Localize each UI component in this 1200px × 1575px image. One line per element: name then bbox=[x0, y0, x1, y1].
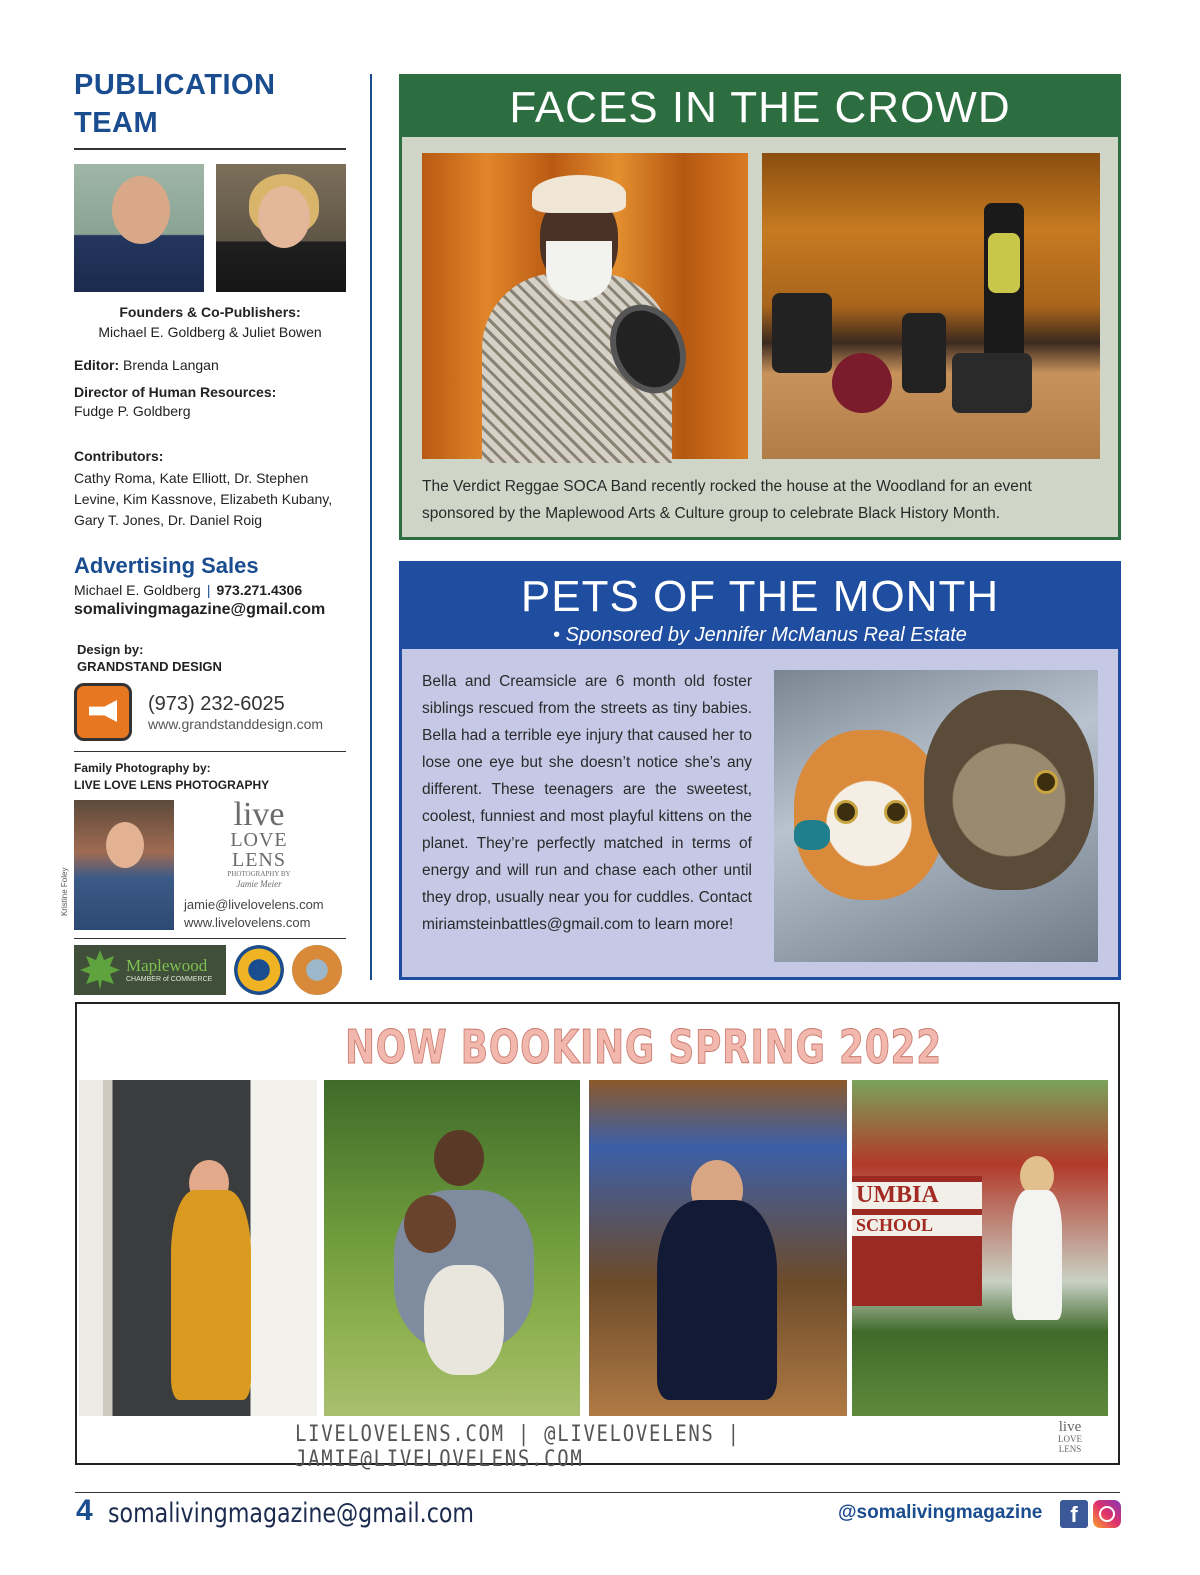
maple-sub: CHAMBER of COMMERCE bbox=[126, 975, 213, 983]
founders-photos bbox=[74, 164, 346, 292]
founders-names: Michael E. Goldberg & Juliet Bowen bbox=[98, 324, 322, 340]
publication-team-title: PUBLICATION TEAM bbox=[74, 69, 276, 139]
photo-credit: Kristine Foley bbox=[60, 867, 69, 916]
divider bbox=[74, 751, 346, 752]
mini-logo-lens: LENS bbox=[1058, 1444, 1082, 1454]
faces-title: FACES IN THE CROWD bbox=[402, 77, 1118, 137]
logo-signature: Jamie Meier bbox=[236, 879, 282, 889]
grandstand-block bbox=[74, 683, 346, 741]
logo-lens: LENS bbox=[232, 849, 286, 871]
logo-sub: PHOTOGRAPHY BY bbox=[227, 870, 291, 878]
editor-label: Editor: bbox=[74, 357, 120, 373]
publication-team-column bbox=[60, 66, 346, 995]
pets-sponsor: • Sponsored by Jennifer McManus Real Estate bbox=[553, 624, 967, 646]
kitten-bella bbox=[924, 690, 1094, 890]
megaphone-icon bbox=[74, 683, 132, 741]
ad-mini-logo bbox=[1053, 1420, 1087, 1454]
faces-photo-band bbox=[762, 153, 1100, 459]
maplewood-chamber-logo bbox=[74, 945, 226, 995]
advertising-email[interactable]: somalivingmagazine@gmail.com bbox=[74, 601, 326, 618]
contributors-label: Contributors: bbox=[74, 448, 164, 464]
live-love-lens-logo bbox=[224, 796, 294, 889]
maple-title: Maplewood bbox=[126, 955, 208, 975]
divider bbox=[74, 938, 346, 939]
editor-line bbox=[74, 356, 346, 375]
footer-divider bbox=[75, 1492, 1120, 1493]
ad-headline: NOW BOOKING SPRING 2022 bbox=[345, 1020, 942, 1074]
pets-photo-kittens bbox=[774, 670, 1098, 962]
founder-photo-juliet bbox=[216, 164, 346, 292]
pets-header bbox=[402, 564, 1118, 649]
hr-label: Director of Human Resources: bbox=[74, 384, 277, 400]
title-divider bbox=[74, 148, 346, 150]
photography-label: Family Photography by: bbox=[74, 761, 211, 775]
ad-photo-family bbox=[324, 1080, 580, 1416]
advertising-title: Advertising Sales bbox=[74, 553, 259, 578]
logo-live: live bbox=[233, 796, 285, 833]
maple-leaf-icon bbox=[80, 950, 120, 990]
ad-photo-girl-in-church bbox=[589, 1080, 847, 1416]
rotary-seal-icon bbox=[234, 945, 284, 995]
pets-of-the-month-panel bbox=[399, 561, 1121, 980]
advertising-name: Michael E. Goldberg bbox=[74, 582, 201, 598]
advertising-phone: 973.271.4306 bbox=[216, 582, 303, 598]
contributors-list bbox=[74, 468, 346, 531]
design-company: GRANDSTAND DESIGN bbox=[77, 659, 222, 674]
ad-photo-woman-yellow-dress bbox=[79, 1080, 317, 1416]
photography-company: LIVE LOVE LENS PHOTOGRAPHY bbox=[74, 778, 270, 792]
partner-logos bbox=[74, 945, 346, 995]
contributors-line: Cathy Roma, Kate Elliott, Dr. Stephen bbox=[74, 470, 309, 486]
contributors-line: Levine, Kim Kassnove, Elizabeth Kubany, bbox=[74, 491, 333, 507]
mini-logo-live: live bbox=[1058, 1419, 1082, 1435]
sign-line1: UMBIA bbox=[852, 1182, 982, 1209]
logo-love: LOVE bbox=[230, 829, 288, 851]
advertising-contact bbox=[74, 582, 346, 598]
column-divider bbox=[370, 74, 372, 980]
kitten-creamsicle bbox=[794, 730, 944, 900]
ad-photo-graduate bbox=[852, 1080, 1108, 1416]
faces-in-the-crowd-panel bbox=[399, 74, 1121, 540]
hr-name: Fudge P. Goldberg bbox=[74, 403, 191, 419]
instagram-icon[interactable] bbox=[1093, 1500, 1121, 1528]
photography-website[interactable]: www.livelovelens.com bbox=[184, 915, 311, 930]
design-credit bbox=[77, 641, 346, 675]
advertising-separator: | bbox=[206, 582, 211, 598]
pets-title: PETS OF THE MONTH bbox=[520, 572, 1000, 621]
ad-footer-contacts[interactable]: LIVELOVELENS.COM | @LIVELOVELENS | JAMIE@LIVELOVELENS.COM bbox=[295, 1422, 741, 1472]
photographer-photo bbox=[74, 800, 174, 930]
community-seal-icon bbox=[292, 945, 342, 995]
live-love-lens-block bbox=[60, 796, 346, 930]
contributors-line: Gary T. Jones, Dr. Daniel Roig bbox=[74, 512, 263, 528]
live-love-lens-ad bbox=[75, 1002, 1120, 1472]
page-number: 4 bbox=[76, 1494, 93, 1527]
faces-photo-drummer bbox=[422, 153, 748, 459]
photography-credit bbox=[74, 760, 346, 794]
design-phone: (973) 232-6025 bbox=[148, 692, 285, 715]
photography-email[interactable]: jamie@livelovelens.com bbox=[184, 897, 324, 912]
collar bbox=[794, 820, 830, 850]
design-website[interactable]: www.grandstanddesign.com bbox=[148, 715, 324, 732]
founders-label: Founders & Co-Publishers: bbox=[119, 304, 301, 320]
sign-line2: SCHOOL bbox=[852, 1215, 982, 1236]
faces-caption: The Verdict Reggae SOCA Band recently rocked the house at the Woodland for an event sponsored by the Maplewood Arts & Culture group to celebrate Black History Month. bbox=[422, 478, 1032, 522]
founder-photo-michael bbox=[74, 164, 204, 292]
design-label: Design by: bbox=[77, 642, 144, 657]
school-sign bbox=[852, 1176, 982, 1306]
editor-name: Brenda Langan bbox=[123, 357, 219, 373]
mini-logo-love: LOVE bbox=[1058, 1434, 1082, 1444]
facebook-icon[interactable]: f bbox=[1060, 1500, 1088, 1528]
pets-body: Bella and Creamsicle are 6 month old foster siblings rescued from the streets as tiny babies. Bella had a terrible eye injury that caused her to lose one eye but she doesn’t notice she’s any different. These teenagers are the sweetest, coolest, funniest and most playful kittens on the planet. They’re perfectly matched in terms of energy and will run and chase each other until they drop, usually near you for cuddles. Contact miriamsteinbattles@gmail.com to learn more! bbox=[422, 673, 752, 933]
footer-email[interactable]: somalivingmagazine@gmail.com bbox=[108, 1498, 475, 1529]
footer-social-handle[interactable]: @somalivingmagazine bbox=[838, 1502, 1043, 1523]
